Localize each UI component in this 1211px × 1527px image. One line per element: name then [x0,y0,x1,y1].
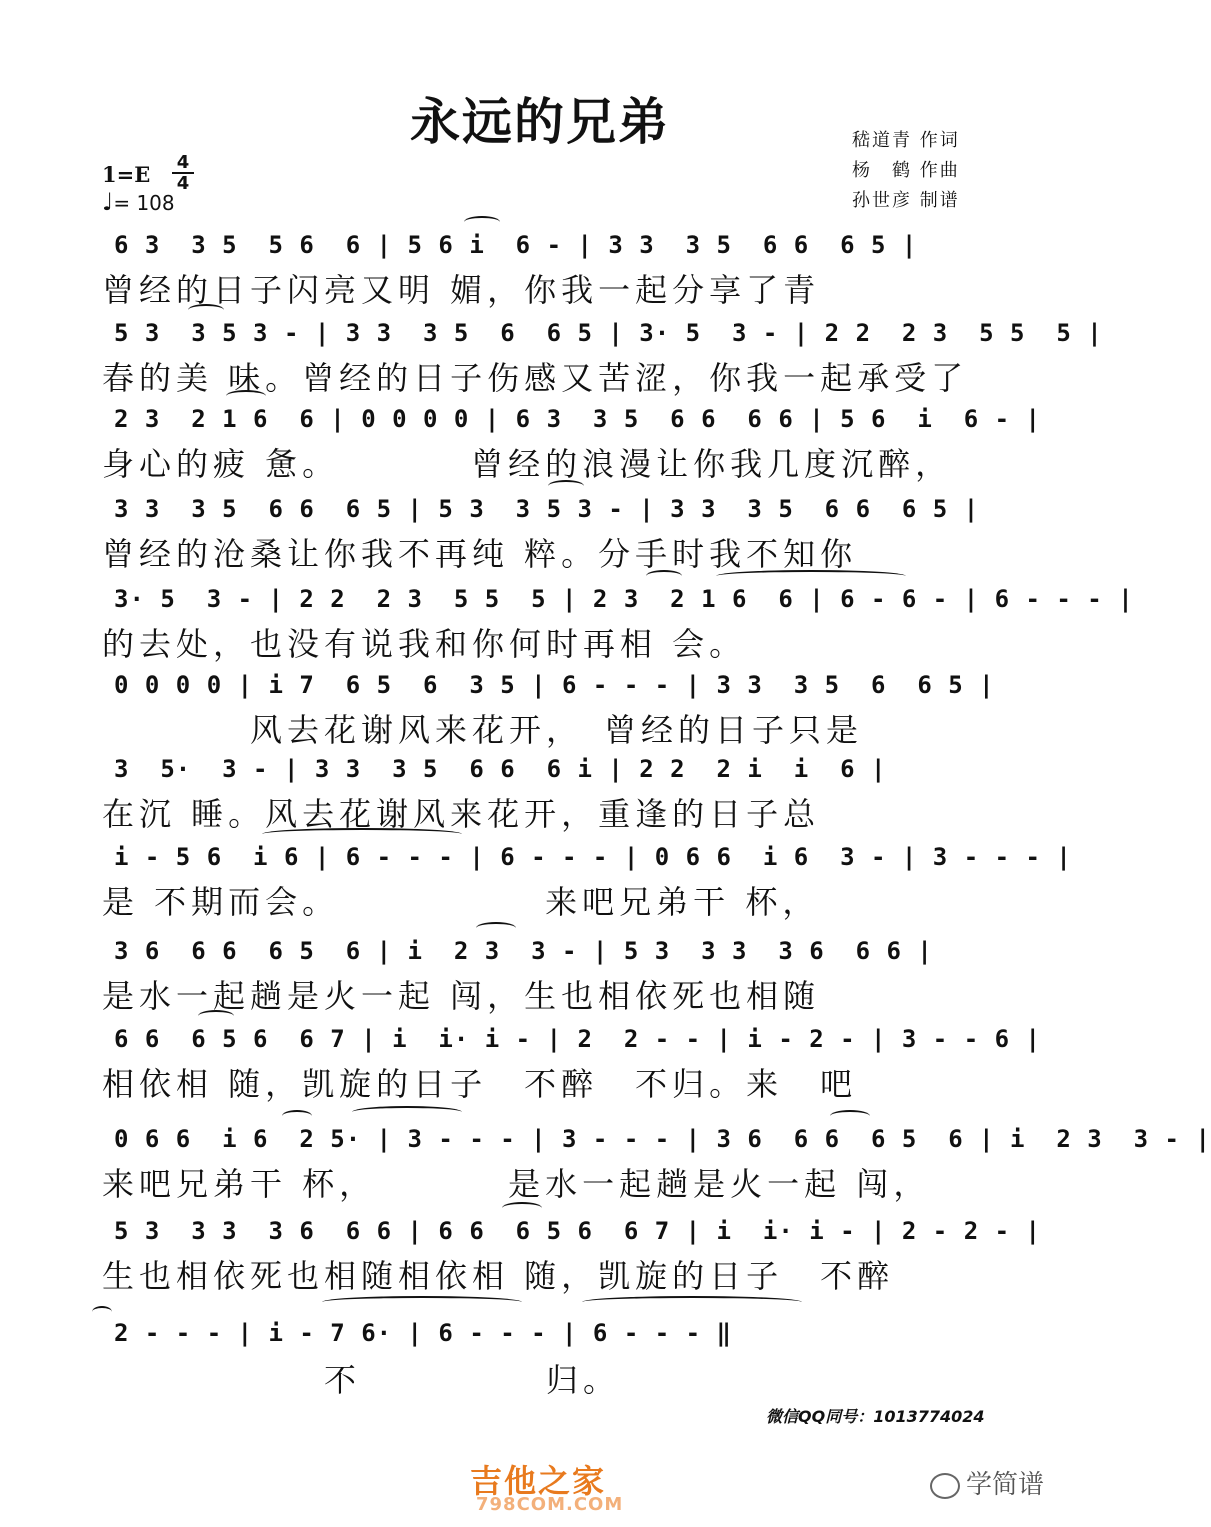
lyrics-line: 风去花谢风来花开， 曾经的日子只是 [102,711,864,749]
tempo-marking [102,188,175,216]
lyrics-line: 春的美 味。曾经的日子伤感又苦涩，你我一起承受了 [102,359,969,397]
lyrics-line: 在沉 睡。风去花谢风来花开，重逢的日子总 [102,795,821,833]
lyrics-line: 生也相依死也相随相依相 随，凯旋的日子 不醉 [102,1257,895,1295]
notation-line: 3 6 6 6 6 5 6 | i 2 3 3 - | 5 3 3 3 3 6 6 6 | [114,937,933,965]
composer-credit: 杨 鹤 作曲 [852,160,960,181]
time-signature [172,154,194,192]
notation-line: 3· 5 3 - | 2 2 2 3 5 5 5 | 2 3 2 1 6 6 | 6 - 6 - | 6 - - - | [114,585,1134,613]
notation-line: 3 5· 3 - | 3 3 3 5 6 6 6 i | 2 2 2 i i 6 | [114,755,887,783]
page-title: 永远的兄弟 [410,93,670,151]
notation-line: 0 0 0 0 | i 7 6 5 6 3 5 | 6 - - - | 3 3 3 5 6 6 5 | [114,671,995,699]
account-name: 学简谱 [966,1470,1045,1500]
notation-line: 2 3 2 1 6 6 | 0 0 0 0 | 6 3 3 5 6 6 6 6 | 5 6 i 6 - | [114,405,1041,433]
site-watermark: 吉他之家 [470,1462,607,1500]
lyrics-line: 来吧兄弟干 杯， 是水一起趟是火一起 闯， [102,1165,931,1203]
notation-line: 6 3 3 5 5 6 6 | 5 6 i 6 - | 3 3 3 5 6 6 6 5 | [114,231,918,259]
account-watermark [930,1464,1044,1501]
lyrics-line: 是水一起趟是火一起 闯，生也相依死也相随 [102,977,821,1015]
time-signature-top: 4 [176,152,190,173]
notation-line: 3 3 3 5 6 6 6 5 | 5 3 3 5 3 - | 3 3 3 5 6 6 6 5 | [114,495,980,523]
lyrics-line: 身心的疲 惫。 曾经的浪漫让你我几度沉醉， [102,445,953,483]
notation-line: 2 - - - | i - 7 6· | 6 - - - | 6 - - - ‖ [114,1319,732,1347]
lyrics-line: 的去处，也没有说我和你何时再相 会。 [102,625,747,663]
lyricist-credit: 嵇道青 作词 [852,130,960,151]
contact-info: 微信QQ同号：1013774024 [766,1407,985,1426]
lyrics-line: 曾经的日子闪亮又明 媚，你我一起分享了青 [102,271,821,309]
notation-line: 6 6 6 5 6 6 7 | i i· i - | 2 2 - - | i - 2 - | 3 - - 6 | [114,1025,1041,1053]
arranger-credit: 孙世彦 制谱 [852,190,960,211]
key-signature: 1=E [102,162,151,187]
notation-line: 0 6 6 i 6 2 5· | 3 - - - | 3 - - - | 3 6 6 6 6 5 6 | i 2 3 3 - | [114,1125,1211,1153]
notation-line: 5 3 3 5 3 - | 3 3 3 5 6 6 5 | 3· 5 3 - | 2 2 2 3 5 5 5 | [114,319,1103,347]
lyrics-line: 曾经的沧桑让你我不再纯 粹。分手时我不知你 [102,535,858,573]
notation-line: i - 5 6 i 6 | 6 - - - | 6 - - - | 0 6 6 i 6 3 - | 3 - - - | [114,843,1072,871]
quarter-note-icon: ♩ [102,188,114,216]
lyrics-line: 不 归。 [102,1361,621,1399]
tempo-value: = 108 [113,191,175,215]
lyrics-line: 相依相 随，凯旋的日子 不醉 不归。来 吧 [102,1065,858,1103]
lyrics-line: 是 不期而会。 来吧兄弟干 杯， [102,883,820,921]
site-url-watermark: 798COM.COM [476,1494,624,1515]
wechat-icon [930,1473,960,1499]
notation-line: 5 3 3 3 3 6 6 6 | 6 6 6 5 6 6 7 | i i· i - | 2 - 2 - | [114,1217,1041,1245]
time-signature-bottom: 4 [176,173,190,194]
